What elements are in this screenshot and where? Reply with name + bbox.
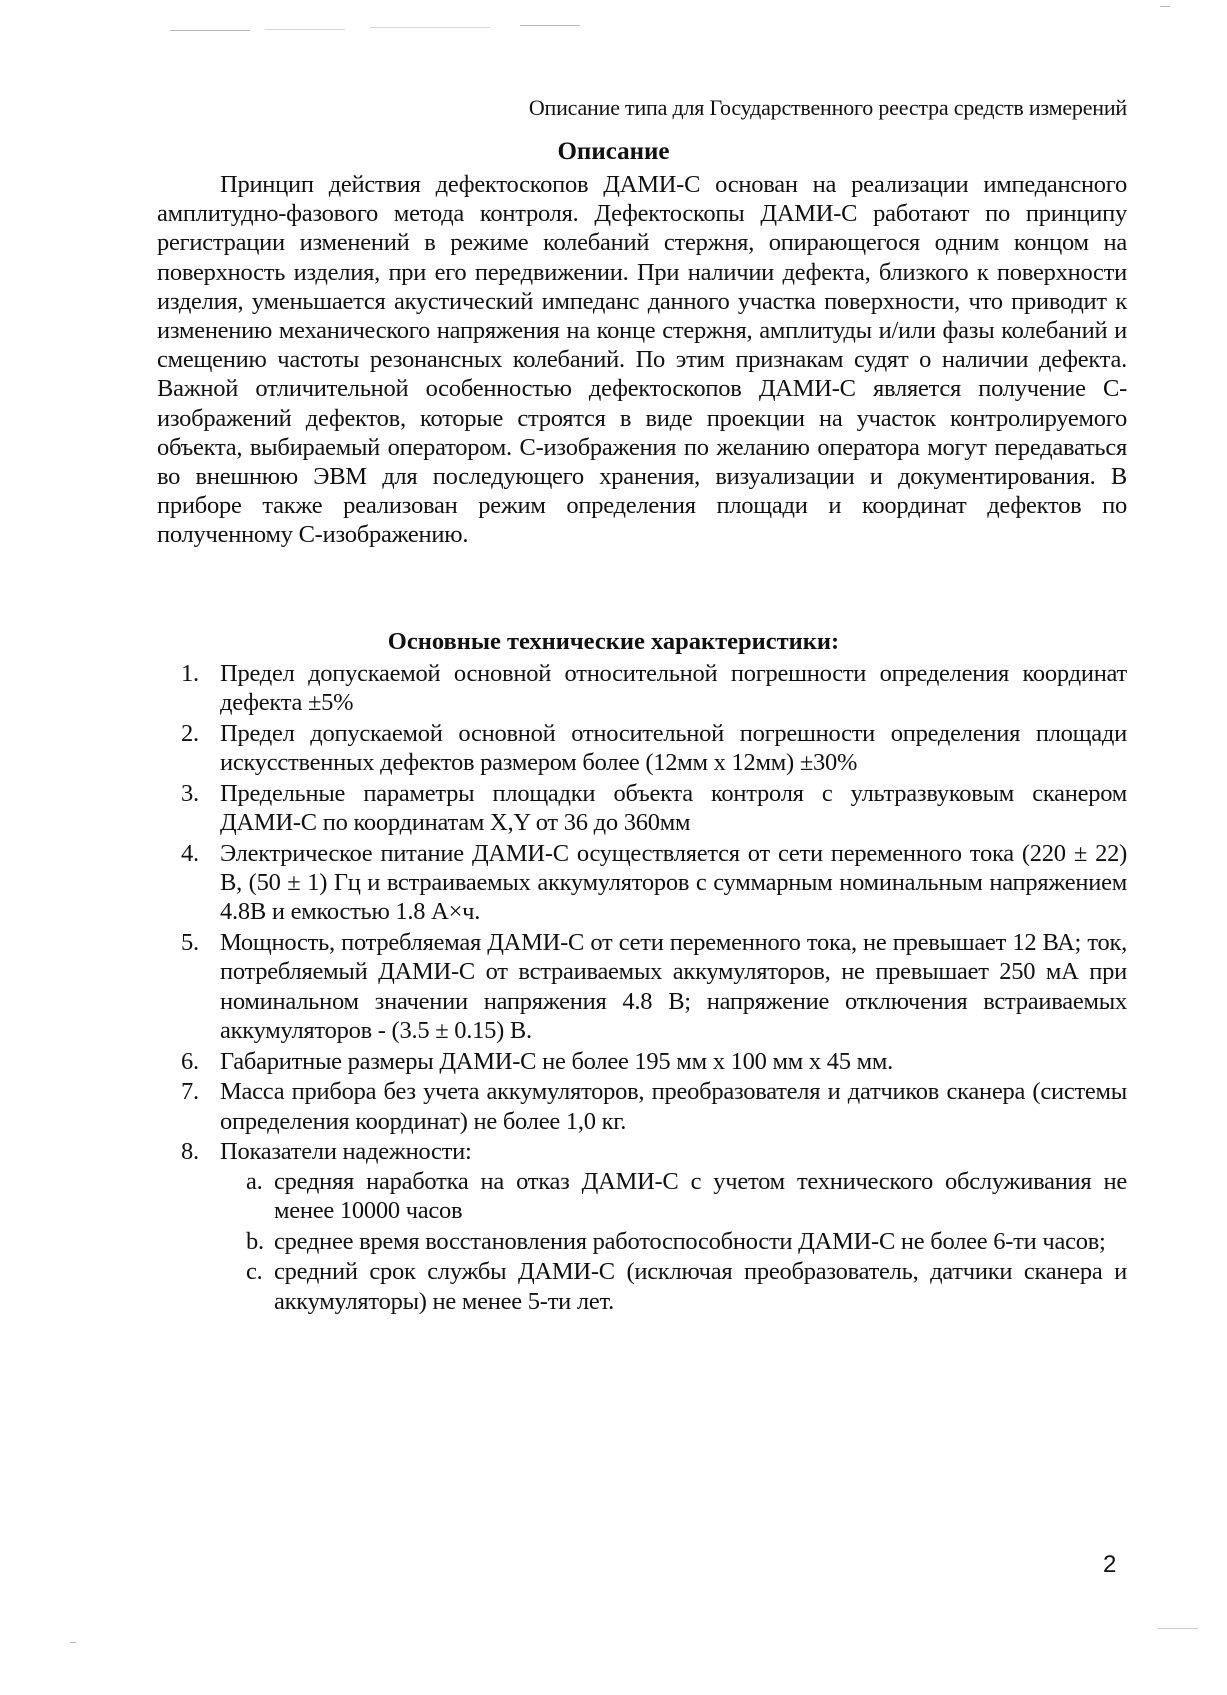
spec-text: Предел допускаемой основной относительной погрешности определения площади искусственных дефектов размером более (12мм x 12мм) ±30% (220, 720, 1127, 777)
spec-number: 4. (181, 840, 199, 867)
spec-text: Габаритные размеры ДАМИ-С не более 195 мм x 100 мм x 45 мм. (220, 1047, 893, 1075)
reliability-letter: a. (246, 1167, 263, 1195)
page-title: Описание (557, 138, 670, 165)
scan-artifact-top (265, 29, 345, 30)
reliability-item (220, 1257, 1127, 1315)
spec-number: 2. (181, 720, 199, 747)
scan-artifact-bottom (1158, 1628, 1198, 1629)
spec-item (157, 928, 1127, 1045)
spec-text: Показатели надежности: (220, 1138, 472, 1166)
reliability-text: средняя наработка на отказ ДАМИ-С с учетом технического обслуживания не менее 10000 часов (274, 1167, 1127, 1224)
page-header: Описание типа для Государственного реестра средств измерений (528, 95, 1127, 120)
scan-artifact-bottom (70, 1642, 76, 1643)
spec-text: Масса прибора без учета аккумуляторов, преобразователя и датчиков сканера (системы определения координат) не более 1,0 кг. (220, 1078, 1127, 1135)
scan-artifact-corner (1160, 6, 1170, 7)
spec-item (157, 659, 1127, 717)
spec-item (157, 719, 1127, 777)
spec-text: Мощность, потребляемая ДАМИ-С от сети переменного тока, не превышает 12 ВА; ток, потребляемый ДАМИ-С от встраиваемых аккумуляторов, не превышает 250 мА при номинальном значении напряжения 4.8 В; напряжение отключения встраиваемых аккумуляторов - (3.5 ± 0.15) В. (220, 929, 1127, 1044)
scan-artifact-top (370, 27, 490, 28)
reliability-item (220, 1167, 1127, 1225)
spec-item (157, 1137, 1127, 1315)
reliability-item (220, 1227, 1127, 1256)
reliability-letter: b. (246, 1227, 264, 1255)
reliability-letter: c. (246, 1258, 263, 1286)
specs-title: Основные технические характеристики: (387, 628, 840, 655)
reliability-text: средний срок службы ДАМИ-С (исключая преобразователь, датчики сканера и аккумуляторы) не менее 5-ти лет. (274, 1258, 1127, 1315)
reliability-list (220, 1167, 1127, 1316)
spec-number: 6. (181, 1047, 199, 1075)
spec-item (157, 779, 1127, 837)
spec-text: Предел допускаемой основной относительной погрешности определения координат дефекта ±5% (220, 660, 1127, 717)
page-number: 2 (1103, 1551, 1117, 1578)
spec-number: 1. (181, 660, 199, 687)
spec-number: 3. (181, 780, 199, 807)
spec-number: 8. (181, 1138, 199, 1166)
description-paragraph: Принцип действия дефектоскопов ДАМИ-С основан на реализации импедансного амплитудно-фазового метода контроля. Дефектоскопы ДАМИ-С работают по принципу регистрации изменений в режиме колебаний стержня, опирающегося одним концом на поверхность изделия, при его передвижении. При наличии дефекта, близкого к поверхности изделия, уменьшается акустический импеданс данного участка поверхности, что приводит к изменению механического напряжения на конце стержня, амплитуды и/или фазы колебаний и смещению частоты резонансных колебаний. По этим признакам судят о наличии дефекта. Важной отличительной особенностью дефектоскопов ДАМИ-С является получение С-изображений дефектов, которые строятся в виде проекции на участок контролируемого объекта, выбираемый оператором. С-изображения по желанию оператора могут передаваться во внешнюю ЭВМ для последующего хранения, визуализации и документирования. В приборе также реализован режим определения площади и координат дефектов по полученному С-изображению. (157, 171, 1127, 549)
spec-item (157, 1077, 1127, 1135)
scan-artifact-top (520, 25, 580, 26)
spec-item (157, 1047, 1127, 1076)
scan-artifact-top (170, 30, 250, 31)
specs-list (157, 659, 1127, 1317)
reliability-text: среднее время восстановления работоспособности ДАМИ-С не более 6-ти часов; (274, 1227, 1106, 1255)
spec-item (157, 839, 1127, 927)
spec-text: Предельные параметры площадки объекта контроля с ультразвуковым сканером ДАМИ-С по координатам X,Y от 36 до 360мм (220, 780, 1127, 837)
spec-number: 7. (181, 1078, 199, 1106)
spec-text: Электрическое питание ДАМИ-С осуществляется от сети переменного тока (220 ± 22) В, (50 ± 1) Гц и встраиваемых аккумуляторов с суммарным номинальным напряжением 4.8В и емкостью 1.8 А×ч. (220, 840, 1127, 926)
spec-number: 5. (181, 929, 199, 957)
